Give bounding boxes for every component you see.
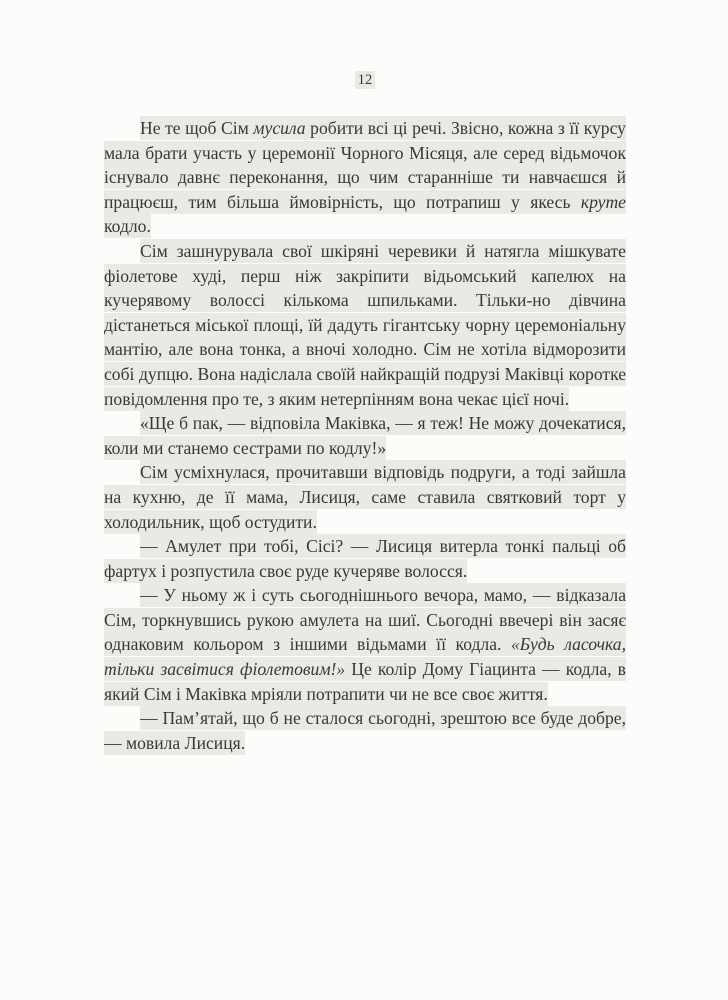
text-block xyxy=(104,116,626,755)
italic-text-run: круте xyxy=(580,191,626,212)
paragraph xyxy=(104,706,626,755)
text-run: — Пам’ятай, що б не сталося сьогодні, зрештою все буде добре, — мовила Лисиця. xyxy=(104,708,626,753)
italic-text-run: мусила xyxy=(253,118,306,138)
paragraph xyxy=(104,116,626,239)
paragraph xyxy=(104,411,626,460)
text-run: робити всі ці речі. Звісно, кожна з її курсу мала брати участь у церемонії Чорного Місяця, але серед відьмочок існувало давнє переконання, що чим старанніше ти навчаєшся й працюєш, тим більша ймовірність, що потрапиш у якесь xyxy=(104,118,626,212)
text-run: «Ще б пак, — відповіла Маківка, — я теж! Не можу дочекатися, коли ми станемо сестрами по кодлу!» xyxy=(104,413,626,458)
text-run: — У ньому ж і суть сьогоднішнього вечора, мамо, — відказала Сім, торкнувшись рукою амулета на шиї. Сьогодні ввечері він засяє однаковим кольором з іншими відьмами її кодла. xyxy=(104,585,626,655)
page-number xyxy=(104,70,626,90)
paragraph xyxy=(104,534,626,583)
text-run: кодло. xyxy=(104,216,151,237)
paragraph xyxy=(104,239,626,411)
text-run: Сім усміхнулася, прочитавши відповідь подруги, а тоді зайшла на кухню, де її мама, Лисиця, саме ставила святковий торт у холодильник, щоб остудити. xyxy=(104,462,626,532)
text-run: Сім зашнурувала свої шкіряні черевики й натягла мішкувате фіолетове худі, перш ніж закріпити відьомський капелюх на кучерявому волоссі кількома шпильками. Тільки-но дівчина дістанеться міської площі, їй дадуть гігантську чорну церемоніальну мантію, але вона тонка, а вночі холодно. Сім не хотіла відморозити собі дупцю. Вона надіслала своїй найкращій подрузі Маківці коротке повідомлення про те, з яким нетерпінням вона чекає цієї ночі. xyxy=(104,240,626,409)
text-run: Не те щоб Сім xyxy=(140,118,254,138)
page-number-text: 12 xyxy=(355,71,376,89)
text-run: — Амулет при тобі, Сісі? — Лисиця витерла тонкі пальці об фартух і розпустила своє руде кучеряве волосся. xyxy=(104,536,626,581)
text-run: Це колір Дому Гіацинта — кодла, в який Сім і Маківка мріяли потрапити чи не все своє життя. xyxy=(104,659,626,704)
paragraph xyxy=(104,583,626,706)
paragraph xyxy=(104,460,626,534)
italic-text-run: «Будь ласочка, тільки засвітися фіолетовим!» xyxy=(104,634,626,680)
